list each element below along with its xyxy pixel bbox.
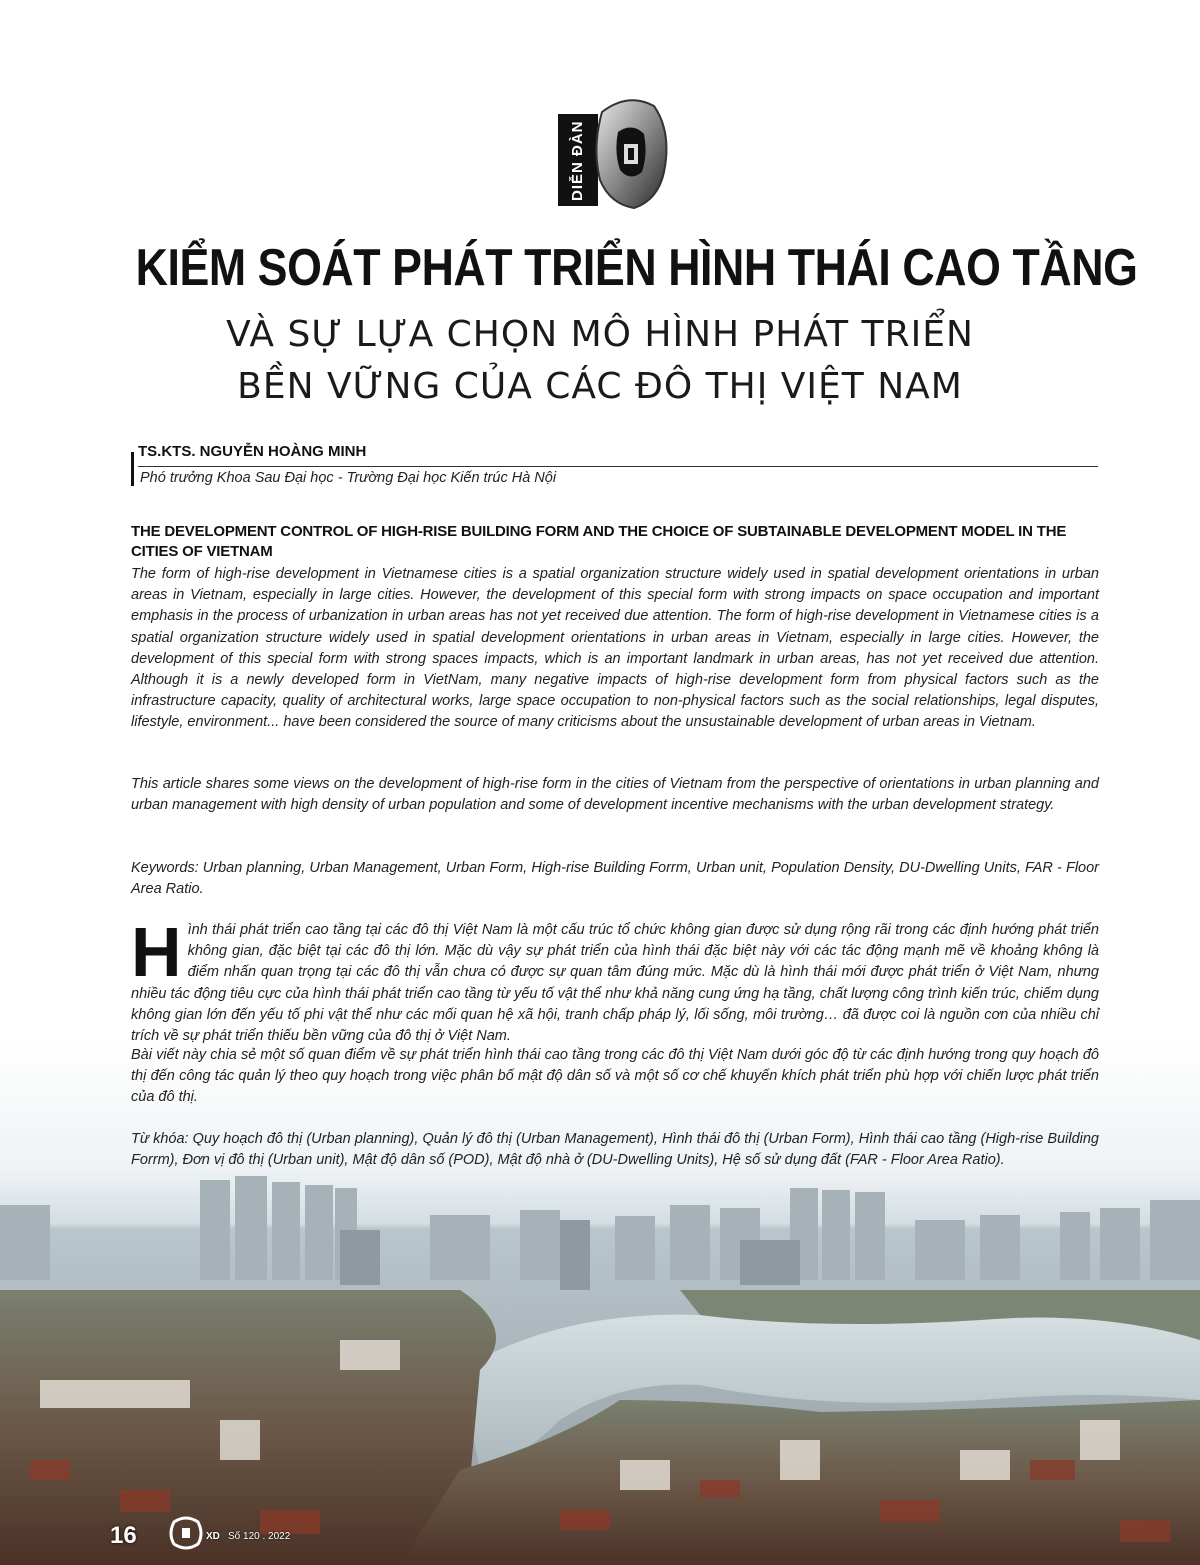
section-logo-icon [588, 92, 672, 210]
author-affiliation: Phó trưởng Khoa Sau Đại học - Trường Đại học Kiến trúc Hà Nội [140, 470, 557, 486]
vietnamese-abstract-paragraph-1 [131, 913, 1099, 1047]
drop-cap: H [131, 913, 182, 991]
magazine-logo-icon [168, 1516, 204, 1550]
vietnamese-paragraph-1-text: ình thái phát triển cao tầng tại các đô thị Việt Nam là một cấu trúc tổ chức không gian được sử dụng rộng rãi trong các định hướng phát triển không gian, đặc biệt tại các đô thị lớn. Mặc dù vậy sự phát triển của hình thái đặc biệt này với các tác động mạnh mẽ về khoảng không là điểm nhấn quan trọng tại các đô thị vẫn chưa có được sự quan tâm đúng mức. Mặc dù là hình thái mới được phát triển ở Việt Nam, nhưng nhiều tác động tiêu cực của hình thái phát triển cao tầng từ yếu tố vật thể như khả năng cung ứng hạ tầng, chất lượng công trình kiến trúc, chiếm dụng không gian lớn đến yếu tố phi vật thể như các mối quan hệ xã hội, tranh chấp pháp lý, lối sống, môi trường… đã được coi là nguồn cơn của nhiều chỉ trích về sự phát triển thiếu bền vững của đô thị ở Việt Nam. [131, 922, 1099, 1045]
english-keywords: Keywords: Urban planning, Urban Management, Urban Form, High-rise Building Forrm, Urban unit, Population Density, DU-Dwelling Units, FAR - Floor Area Ratio. [131, 860, 1099, 898]
issue-label: Số 120 . 2022 [228, 1531, 291, 1542]
author-divider [138, 466, 1098, 467]
english-abstract-paragraph-2: This article shares some views on the development of high-rise form in the cities of Vietnam from the perspective of orientations in urban planning and urban management with high density of urban population and some of development incentive mechanisms with the urban development strategy. [131, 776, 1099, 814]
magazine-name: XD [206, 1531, 220, 1542]
section-badge [558, 92, 670, 210]
english-abstract-paragraph-1: The form of high-rise development in Vietnamese cities is a spatial organization structure widely used in spatial development orientations in urban areas in Vietnam, especially in large cities. However, the development of this special form with strong impacts on space occupation and important emphasis in the process of urbanization in urban areas has not yet received due attention. The form of high-rise development in Vietnamese cities is a spatial organization structure widely used in spatial development orientations in urban areas in Vietnam, especially in large cities. However, the development of this special form with strong spaces impacts, which is an important landmark in urban areas, has not yet received due attention. Although it is a newly developed form in VietNam, many negative impacts of high-rise development form from physical factors such as the infrastructure capacity, quality of architectural works, large space occupation to non-physical factors such as the social relationships, legal disputes, lifestyle, environment... have been considered the source of many criticisms about the unsustainable development of urban areas in Vietnam. [131, 566, 1099, 731]
article-subtitle-line-1: VÀ SỰ LỰA CHỌN MÔ HÌNH PHÁT TRIỂN [226, 314, 974, 355]
author-bar [131, 452, 134, 486]
article-title: KIỂM SOÁT PHÁT TRIỂN HÌNH THÁI CAO TẦNG [135, 239, 1138, 297]
vietnamese-abstract-paragraph-2: Bài viết này chia sẻ một số quan điểm về sự phát triển hình thái cao tầng trong các đô thị Việt Nam dưới góc độ từ các định hướng trong quy hoạch đô thị đến công tác quản lý theo quy hoạch trong việc phân bố mật độ dân số và một số cơ chế khuyến khích phát triển phù hợp với chiến lược phát triển của đô thị. [131, 1047, 1099, 1106]
cityscape-photo [0, 1040, 1200, 1565]
vietnamese-keywords: Từ khóa: Quy hoạch đô thị (Urban planning), Quản lý đô thị (Urban Management), Hình thái đô thị (Urban Form), Hình thái cao tầng (High-rise Building Forrm), Đơn vị đô thị (Urban unit), Mật độ dân số (POD), Mật độ nhà ở (DU-Dwelling Units), Hệ số sử dụng đất (FAR - Floor Area Ratio). [131, 1131, 1099, 1169]
author-name: TS.KTS. NGUYỄN HOÀNG MINH [138, 443, 367, 460]
page-number: 16 [110, 1522, 137, 1549]
article-subtitle-line-2: BỀN VỮNG CỦA CÁC ĐÔ THỊ VIỆT NAM [237, 366, 963, 407]
english-title: THE DEVELOPMENT CONTROL OF HIGH-RISE BUILDING FORM AND THE CHOICE OF SUBTAINABLE DEVELOPMENT MODEL IN THE CITIES OF VIETNAM [131, 523, 1067, 560]
section-label: DIỄN ĐÀN [569, 120, 586, 202]
